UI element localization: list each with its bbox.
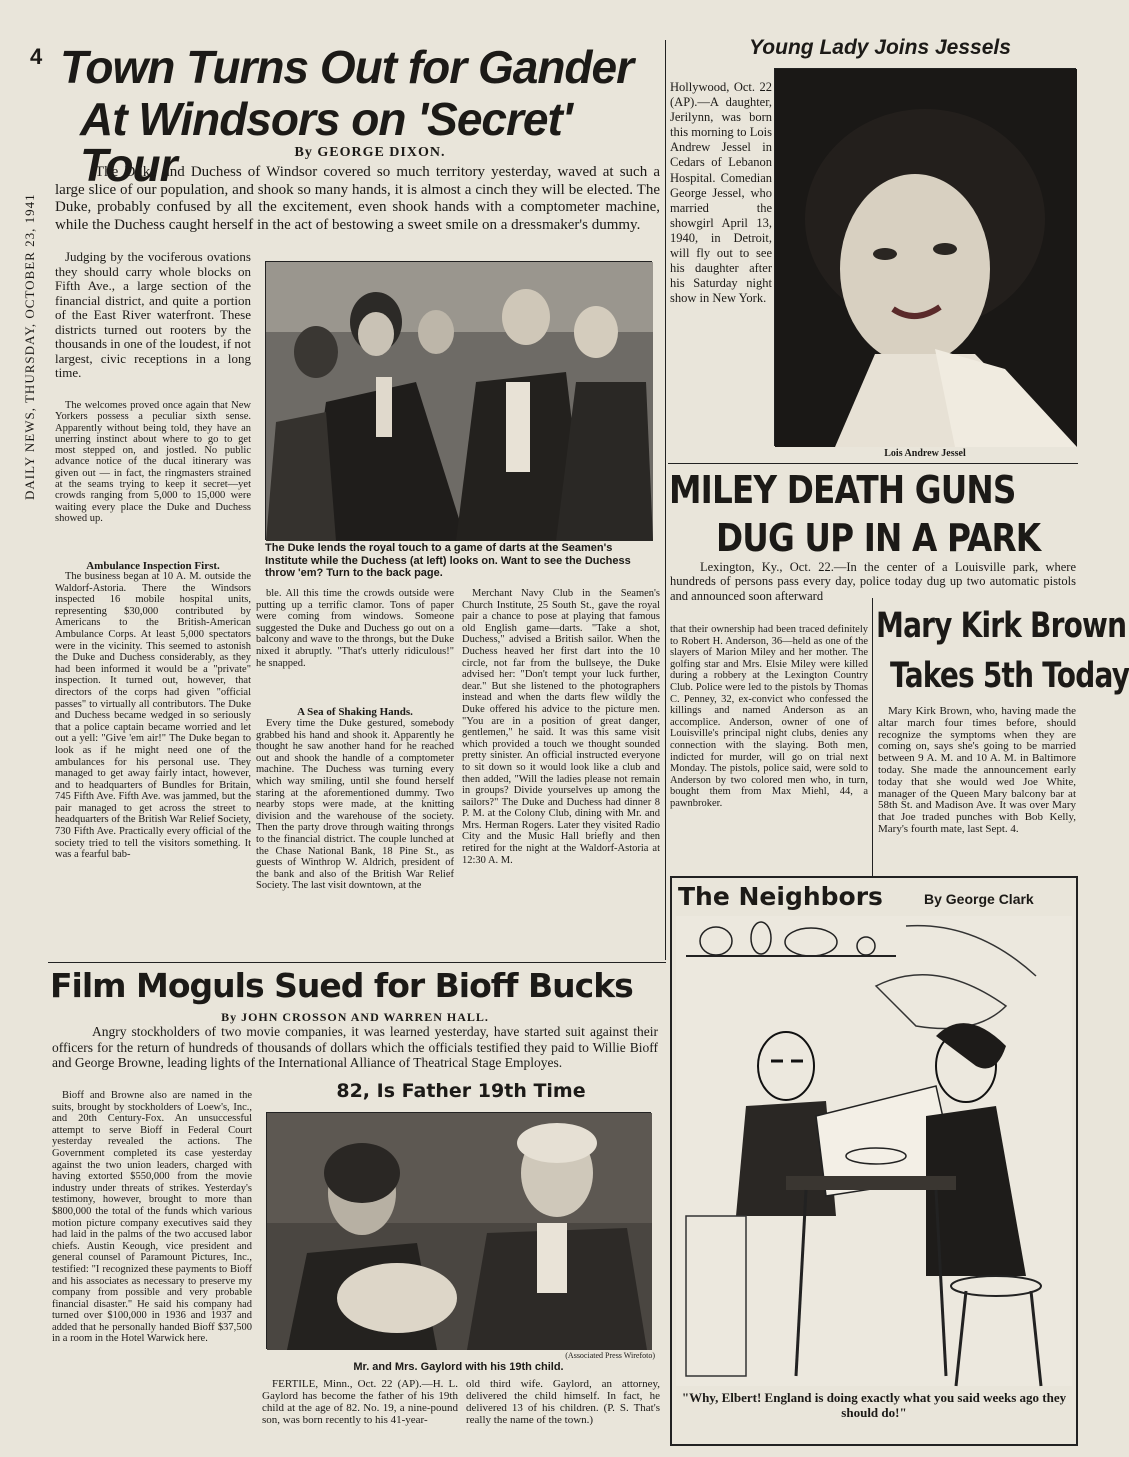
neighbors-caption: "Why, Elbert! England is doing exactly what you said weeks ago they should do!": [681, 1390, 1067, 1420]
gaylord-col1: FERTILE, Minn., Oct. 22 (AP).—H. L. Gaylord has become the father of his 19th child at the age of 82. No. 19, a nine-pound son, was born recently to his 41-year-: [262, 1378, 458, 1426]
bioff-lead: Angry stockholders of two movie companies, it was learned yesterday, have started suit against their officers for the return of hundreds of thousands of dollars which the officials testified they paid to Willie Bioff and George Browne, leading lights of the International Alliance of Theatrical Stage Employes.: [52, 1024, 658, 1070]
bioff-headline: Film Moguls Sued for Bioff Bucks: [50, 966, 633, 1005]
gaylord-photo: [266, 1112, 651, 1349]
windsor-col1-top: Judging by the vociferous ovations they should carry whole blocks on Fifth Ave., a large section of the financial district, and quite a portion of the East River waterfront. These districts turned out rooters by the thousands in one of the loudest, if not largest, civic receptions in a long time.: [55, 249, 251, 380]
neighbors-drawing: [676, 916, 1072, 1386]
page-number: 4: [30, 44, 43, 69]
windsor-byline: By GEORGE DIXON.: [294, 145, 446, 160]
windsor-subhead-handshakes: A Sea of Shaking Hands.: [297, 706, 413, 718]
windsor-col1-bottom: The business began at 10 A. M. outside the Waldorf-Astoria. There the Windsors inspected 16 mobile hospital units, representing $30,000 contributed by Americans to the British-American Ambulance Corps. At least 5,000 spectators were in the vicinity. This seemed to astonish the Duke and Duchess considerably, as they had been informed it would be a "private" inspection. It turned out, however, that directors of the corps had given "official passes" to virtually all contributors. The Duke and Duchess became wedged in so seriously that a police captain became worried and let out a yell: "Give 'em air!" The Duke began to look as if he might need one of the ambulances for his personal use. They managed to get away fairly intact, however, and to headquarters of Bundles for Britain, 745 Fifth Ave. Fifth Ave. was jammed, but the pair managed to get across the street to headquarters of the British War Relief Society, 730 Fifth Ave. Practically every official of the society tried to tell the visitors something. It was a fearful bab-: [55, 571, 251, 861]
miley-headline-line1: MILEY DEATH GUNS: [669, 468, 1016, 512]
windsor-col2-b: Every time the Duke gestured, somebody grabbed his hand and shook it. Apparently he thought he saw another hand for he reached out and shook the handle of a comptometer machine. The Duchess was turning every which way smiling, until she found herself staring at the aforementioned dummy. Two nearby stops were made, at the knitting division and the warehouse of the society. Then the party drove through waiting throngs to the financial district. The couple lunched at the Chase National Bank, 18 Pine St., as guests of Winthrop W. Aldrich, president of the bank and also of the British War Relief Society. The last visit downtown, at the: [256, 718, 454, 892]
darts-photo-caption: The Duke lends the royal touch to a game of darts at the Seamen's Institute while the Duchess (at left) looks on. Want to see the Duchess throw 'em? Turn to the back page.: [265, 542, 631, 579]
windsor-col2: ble. All this time the crowds outside were putting up a terrific clamor. Tons of paper were coming from windows. Someone suggested the Duke and Duchess go out on a balcony and wave to the throngs, but the Duke nixed it abruptly. "That's utterly ridiculous!" he snapped.: [256, 588, 454, 669]
darts-photo: [265, 261, 652, 540]
section-rule: [668, 463, 1078, 464]
windsor-col1-para2: The welcomes proved once again that New Yorkers possess a peculiar sixth sense. Apparently without being told, they have an unerring instinct about where to go to get most stepped on, and jostled. No public advance notice of the ducal itinerary was given out — in fact, the ringmasters strained at the seams trying to keep it secret—yet crowds ranging from 5,000 to 15,000 were waiting every place the Duke and Duchess showed up.: [55, 400, 251, 524]
jessel-caption: Lois Andrew Jessel: [884, 448, 966, 459]
masthead-date-strip: DAILY NEWS, THURSDAY, OCTOBER 23, 1941: [22, 193, 37, 500]
bioff-column: Bioff and Browne also are named in the suits, brought by stockholders of Loew's, Inc., and 20th Century-Fox. An unsuccessful attempt to serve Bioff in Federal Court yesterday revealed the actions. The Government completed its case yesterday against the two union leaders, charged with having extorted $550,000 from the movie industry under threats of strikes. Yesterday's testimony, however, brought to more than $800,000 the total of the funds which various motion picture company executives said they had laid in the palms of the two accused labor chiefs. Austin Keough, vice president and general counsel of Paramount Pictures, Inc., testified: "I recognized these payments to Bioff and his associates as necessary to preserve my company from possible and very probable financial disaster." He said his company had turned over $100,000 in 1936 and 1937 and added that he personally handed Bioff $37,500 in a room in the Hotel Warwick here.: [52, 1090, 252, 1345]
gaylord-headline: 82, Is Father 19th Time: [336, 1080, 586, 1102]
brown-text: Mary Kirk Brown, who, having made the altar march four times before, should recognize the symptoms when they are coming on, says she's going to be married between 9 A. M. and 10 A. M. in Baltimore today. She made the announcement early today that she would wed Joe White, manager of the Queen Mary balcony bar at 58th St. and Madison Ave. It was over Mary that Joe traded punches with Bob Kelly, Mary's fourth mate, last Sept. 4.: [878, 705, 1076, 835]
neighbors-byline: By George Clark: [924, 891, 1034, 907]
windsor-lead: The Duke and Duchess of Windsor covered so much territory yesterday, waved at such a large slice of our population, and shook so many hands, it is almost a cinch they will be elected. The Duke, probably confused by all the excitement, even shook hands with a comptometer machine, while the Duchess caught herself in the act of bestowing a sweet smile on a dressmaker's dummy.: [55, 164, 660, 233]
jessel-text: Hollywood, Oct. 22 (AP).—A daughter, Jerilynn, was born this morning to Lois Andrew Jessel in Cedars of Lebanon Hospital. Comedian George Jessel, who married the showgirl April 13, 1940, in Detroit, will fly out to see his daughter after his Saturday night show in New York.: [670, 80, 772, 306]
gaylord-col2: old third wife. Gaylord, an attorney, delivered the child himself. In fact, he delivered 13 of his children. (P. S. That's really the name of the town.): [466, 1378, 660, 1426]
miley-column: that their ownership had been traced definitely to Robert H. Anderson, 36—held as one of the slayers of Marion Miley and her mother. The golfing star and Mrs. Elsie Miley were killed during a robbery at the Lexington Country Club. Police were led to the pistols by Thomas C. Penney, 32, ex-convict who confessed the killings and named Anderson as an accomplice. Anderson, owner of one of Louisville's principal night clubs, denies any connection with the slaying. Both men, indicted for murder, will go on trial next Monday. The pistols, police said, were sold to Anderson by two colored men who, in turn, bought them from Max Miehl, 44, a pawnbroker.: [670, 624, 868, 809]
windsor-headline-line2: At Windsors on 'Secret' Tour: [80, 93, 572, 191]
brown-headline-line1: Mary Kirk Brown: [876, 606, 1127, 646]
windsor-subhead-ambulance: Ambulance Inspection First.: [86, 560, 220, 572]
gaylord-caption: Mr. and Mrs. Gaylord with his 19th child.: [353, 1361, 564, 1373]
jessel-portrait: [774, 68, 1076, 446]
brown-headline-line2: Takes 5th Today: [890, 656, 1129, 696]
jessel-portrait-image: [775, 69, 1077, 447]
jessel-headline: Young Lady Joins Jessels: [749, 36, 1011, 59]
section-rule: [48, 962, 666, 963]
gaylord-photo-credit: (Associated Press Wirefoto): [565, 1351, 655, 1360]
windsor-headline-line1: Town Turns Out for Gander: [60, 41, 633, 93]
neighbors-drawing-image: [676, 916, 1072, 1386]
miley-lead: Lexington, Ky., Oct. 22.—In the center of a Louisville park, where hundreds of persons pass every day, police today dug up two automatic pistols and announced soon afterward: [670, 560, 1076, 603]
windsor-col3: Merchant Navy Club in the Seamen's Church Institute, 25 South St., gave the royal pair a chance to pose at playing that famous old English game—darts. "Take a shot, Duchess," advised a British sailor. When the Duchess heaved her first dart into the 10 circle, not far from the bullseye, the Duke advised her: "Don't tempt your luck further, dear." But she listened to the photographers instead and when the darts flew wildly the Duke offered his advice to the picture men. "You are in a position of great danger, gentlemen," he said. It was this same visit which provided a touch we thought sounded pretty sinister. An official instructed everyone to sit down so it would look like a club and then added, "Will the ladies please not remain in groups? Divide yourselves up among the sailors?" The Duke and Duchess had dinner 8 P. M. at the Colony Club, dining with Mr. and Mrs. Herman Rogers. Later they visited Radio City and the Music Hall briefly and then retired for the night at the Waldorf-Astoria at 12:30 A. M.: [462, 588, 660, 866]
darts-photo-image: [266, 262, 653, 541]
neighbors-title: The Neighbors: [678, 882, 883, 911]
miley-headline-line2: DUG UP IN A PARK: [716, 516, 1041, 560]
bioff-byline: By JOHN CROSSON AND WARREN HALL.: [221, 1010, 489, 1024]
gaylord-photo-image: [267, 1113, 652, 1350]
column-rule: [872, 598, 873, 876]
